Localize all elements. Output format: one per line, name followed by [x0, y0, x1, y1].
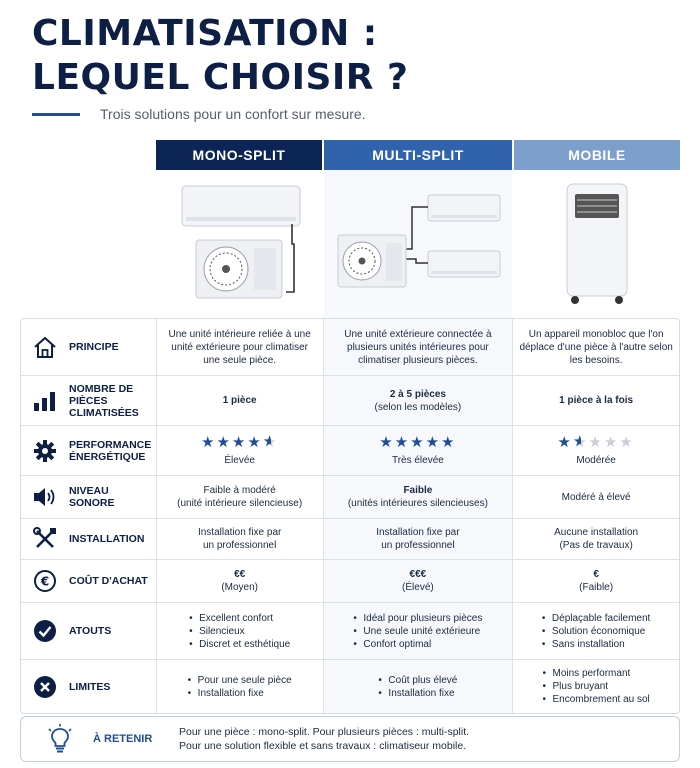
speaker-icon	[31, 483, 59, 511]
key-takeaway-label: À RETENIR	[93, 733, 153, 745]
column-header-mobile: MOBILE	[514, 140, 680, 170]
row-pieces	[21, 375, 679, 425]
comparison-grid	[20, 318, 680, 714]
cell-mono-split: Installation fixe par un professionnel	[157, 519, 324, 559]
page-subtitle: Trois solutions pour un confort sur mesure.	[100, 106, 366, 122]
cell-multi-split: Faible (unités intérieures silencieuses)	[324, 476, 514, 518]
column-header-mono-split: MONO-SPLIT	[156, 140, 322, 170]
row-label: LIMITES	[69, 680, 111, 693]
row-atouts	[21, 602, 679, 659]
row-label: ATOUTS	[69, 625, 112, 637]
cell-mono-split: Faible à modéré (unité intérieure silencieuse)	[157, 476, 324, 518]
cell-mobile: Un appareil monobloc que l'on déplace d'une pièce à l'autre selon les besoins.	[519, 328, 673, 366]
multi-split-illustration	[324, 170, 512, 318]
row-label: NOMBRE DE PIÈCES CLIMATISÉES	[69, 382, 139, 419]
cell-mobile: 1 pièce à la fois	[559, 395, 634, 406]
rating-stars: ★★ ★★★★	[558, 435, 635, 451]
cell-multi-split: €€€ (Élevé)	[324, 560, 514, 602]
row-label: NIVEAU SONORE	[69, 485, 115, 509]
row-sonore	[21, 475, 679, 518]
cell-multi-split: 2 à 5 pièces (selon les modèles)	[324, 376, 514, 425]
header-row	[20, 140, 680, 170]
cross-icon	[31, 673, 59, 701]
image-row	[20, 170, 680, 318]
cell-mono-split: Une unité intérieure reliée à une unité extérieure pour climatiser une seule pièce.	[157, 319, 324, 375]
house-icon	[31, 333, 59, 361]
row-cout	[21, 559, 679, 602]
cell-mobile: € (Faible)	[579, 569, 614, 593]
cell-mobile: • Déplaçable facilement • Solution économique • Sans installation	[513, 603, 679, 659]
cell-mono-split: • Excellent confort • Silencieux • Discret et esthétique	[157, 603, 324, 659]
euro-icon	[31, 567, 59, 595]
cell-multi-split: Installation fixe par un professionnel	[324, 519, 514, 559]
row-principe	[21, 319, 679, 375]
comparison-table	[20, 140, 680, 714]
mono-split-illustration	[156, 170, 322, 318]
lightbulb-icon	[45, 724, 75, 754]
cell-multi-split: Une unité extérieure connectée à plusieurs unités intérieures pour climatiser plusieurs pièces.	[324, 319, 514, 375]
rating-stars: ★★★★★ ★	[201, 435, 278, 451]
row-label: PERFORMANCE ÉNERGÉTIQUE	[69, 438, 152, 463]
cell-mono-split: ★★★★★ ★ Élevée	[157, 426, 324, 475]
title-underline	[32, 113, 80, 116]
cell-mobile: Aucune installation (Pas de travaux)	[554, 527, 639, 551]
cell-mobile: ★★ ★★★★ Modérée	[513, 426, 679, 475]
tools-icon	[31, 525, 59, 553]
page-title: CLIMATISATION : LEQUEL CHOISIR ?	[32, 13, 409, 98]
cell-mobile: Modéré à élevé	[561, 491, 631, 503]
gear-icon	[31, 437, 59, 465]
cell-mono-split: 1 pièce	[157, 376, 324, 425]
row-performance	[21, 425, 679, 475]
cell-mono-split: • Pour une seule pièce • Installation fixe	[157, 660, 324, 713]
svg-text:€: €	[40, 574, 50, 589]
cell-multi-split: • Coût plus élevé • Installation fixe	[324, 660, 514, 713]
row-label: COÛT D'ACHAT	[69, 575, 148, 587]
row-label: INSTALLATION	[69, 533, 145, 545]
cell-mono-split: €€ (Moyen)	[157, 560, 324, 602]
check-icon	[31, 617, 59, 645]
cell-multi-split: ★★★★★ Très élevée	[324, 426, 514, 475]
row-installation	[21, 518, 679, 559]
cell-mobile: • Moins performant • Plus bruyant • Encombrement au sol	[513, 660, 679, 713]
row-limites	[21, 659, 679, 713]
key-takeaway-box	[20, 716, 680, 762]
key-takeaway-text: Pour une pièce : mono-split. Pour plusieurs pièces : multi-split. Pour une solution flexible et sans travaux : climatiseur mobile.	[179, 726, 470, 752]
mobile-illustration	[514, 170, 680, 318]
rating-stars: ★★★★★	[379, 433, 457, 451]
bar-chart-icon	[31, 387, 59, 415]
cell-multi-split: • Idéal pour plusieurs pièces • Une seule unité extérieure • Confort optimal	[324, 603, 514, 659]
row-label: PRINCIPE	[69, 341, 119, 353]
column-header-multi-split: MULTI-SPLIT	[324, 140, 512, 170]
